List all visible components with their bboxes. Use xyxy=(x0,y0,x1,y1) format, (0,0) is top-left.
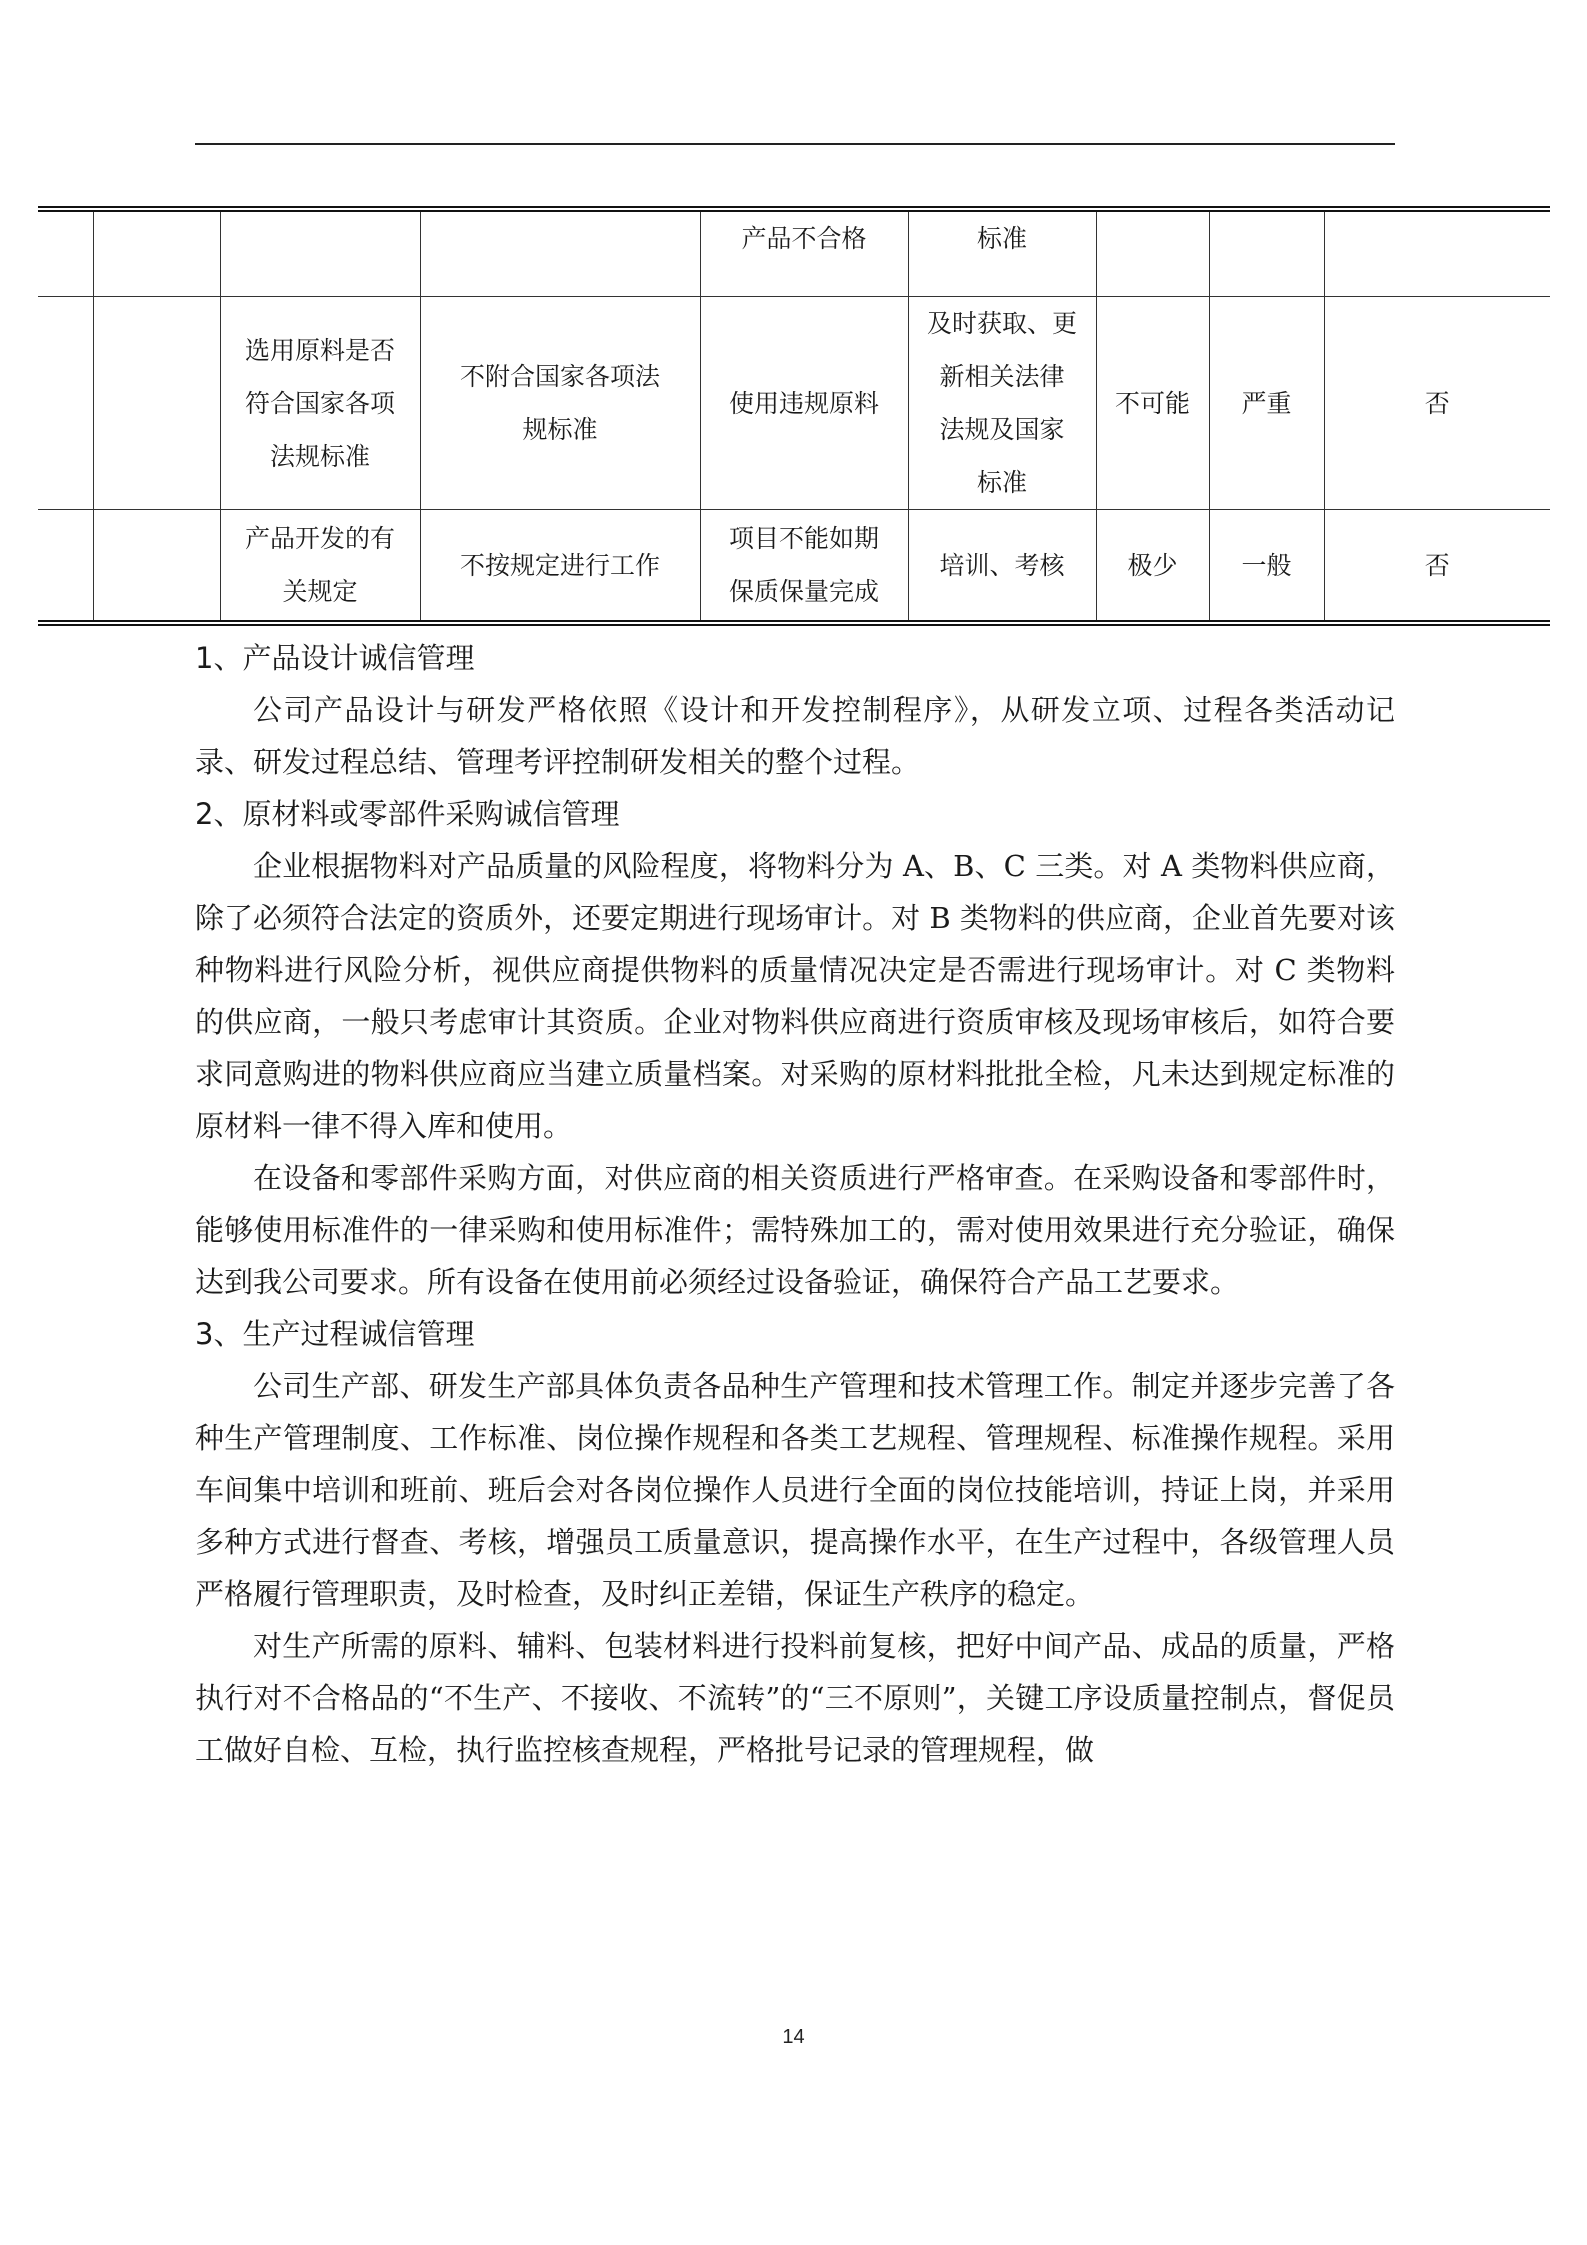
table-cell: 否 xyxy=(1324,297,1550,510)
page-number: 14 xyxy=(782,2026,805,2048)
table-cell: 使用违规原料 xyxy=(700,297,908,510)
table-cell: 严重 xyxy=(1209,297,1324,510)
table-cell: 一般 xyxy=(1209,510,1324,624)
table-cell xyxy=(220,209,420,297)
table-row xyxy=(38,510,1550,624)
risk-table xyxy=(38,206,1550,626)
table-cell xyxy=(1209,209,1324,297)
table-cell: 选用原料是否 符合国家各项 法规标准 xyxy=(220,297,420,510)
table-cell xyxy=(420,209,700,297)
table-cell: 培训、考核 xyxy=(908,510,1096,624)
table-cell xyxy=(93,297,220,510)
table-cell xyxy=(1324,209,1550,297)
table-cell: 不按规定进行工作 xyxy=(420,510,700,624)
table-row xyxy=(38,297,1550,510)
table-cell xyxy=(93,510,220,624)
table-cell: 极少 xyxy=(1096,510,1209,624)
section-heading: 2、原材料或零部件采购诚信管理 xyxy=(195,797,620,831)
body-content xyxy=(195,632,1395,1776)
table-cell xyxy=(93,209,220,297)
body-paragraph: 在设备和零部件采购方面，对供应商的相关资质进行严格审查。在采购设备和零部件时，能够使用标准件的一律采购和使用标准件；需特殊加工的，需对使用效果进行充分验证，确保达到我公司要求。所有设备在使用前必须经过设备验证，确保符合产品工艺要求。 xyxy=(195,1161,1395,1299)
section-heading: 1、产品设计诚信管理 xyxy=(195,641,475,675)
section-heading: 3、生产过程诚信管理 xyxy=(195,1317,475,1351)
header-rule xyxy=(195,143,1395,145)
body-paragraph: 企业根据物料对产品质量的风险程度，将物料分为 A、B、C 三类。对 A 类物料供应商，除了必须符合法定的资质外，还要定期进行现场审计。对 B 类物料的供应商，企业首先要对该种物料进行风险分析，视供应商提供物料的质量情况决定是否需进行现场审计。对 C 类物料的供应商，一般只考虑审计其资质。企业对物料供应商进行资质审核及现场审核后，如符合要求同意购进的物料供应商应当建立质量档案。对采购的原材料批批全检，凡未达到规定标准的原材料一律不得入库和使用。 xyxy=(195,849,1395,1143)
table-cell xyxy=(38,209,93,297)
table-row xyxy=(38,209,1550,297)
table-cell: 不附合国家各项法 规标准 xyxy=(420,297,700,510)
body-paragraph: 对生产所需的原料、辅料、包装材料进行投料前复核，把好中间产品、成品的质量，严格执行对不合格品的“不生产、不接收、不流转”的“三不原则”，关键工序设质量控制点，督促员工做好自检、互检，执行监控核查规程，严格批号记录的管理规程，做 xyxy=(195,1629,1395,1767)
table-cell xyxy=(1096,209,1209,297)
table-cell: 及时获取、更 新相关法律 法规及国家 标准 xyxy=(908,297,1096,510)
table-cell xyxy=(38,510,93,624)
table-cell: 产品开发的有 关规定 xyxy=(220,510,420,624)
table-cell: 产品不合格 xyxy=(700,209,908,297)
table-cell xyxy=(38,297,93,510)
table-cell: 项目不能如期 保质保量完成 xyxy=(700,510,908,624)
table-cell: 不可能 xyxy=(1096,297,1209,510)
table-cell: 标准 xyxy=(908,209,1096,297)
body-paragraph: 公司产品设计与研发严格依照《设计和开发控制程序》，从研发立项、过程各类活动记录、研发过程总结、管理考评控制研发相关的整个过程。 xyxy=(195,693,1395,779)
table-cell: 否 xyxy=(1324,510,1550,624)
body-paragraph: 公司生产部、研发生产部具体负责各品种生产管理和技术管理工作。制定并逐步完善了各种生产管理制度、工作标准、岗位操作规程和各类工艺规程、管理规程、标准操作规程。采用车间集中培训和班前、班后会对各岗位操作人员进行全面的岗位技能培训，持证上岗，并采用多种方式进行督查、考核，增强员工质量意识，提高操作水平，在生产过程中，各级管理人员严格履行管理职责，及时检查，及时纠正差错，保证生产秩序的稳定。 xyxy=(195,1369,1395,1611)
